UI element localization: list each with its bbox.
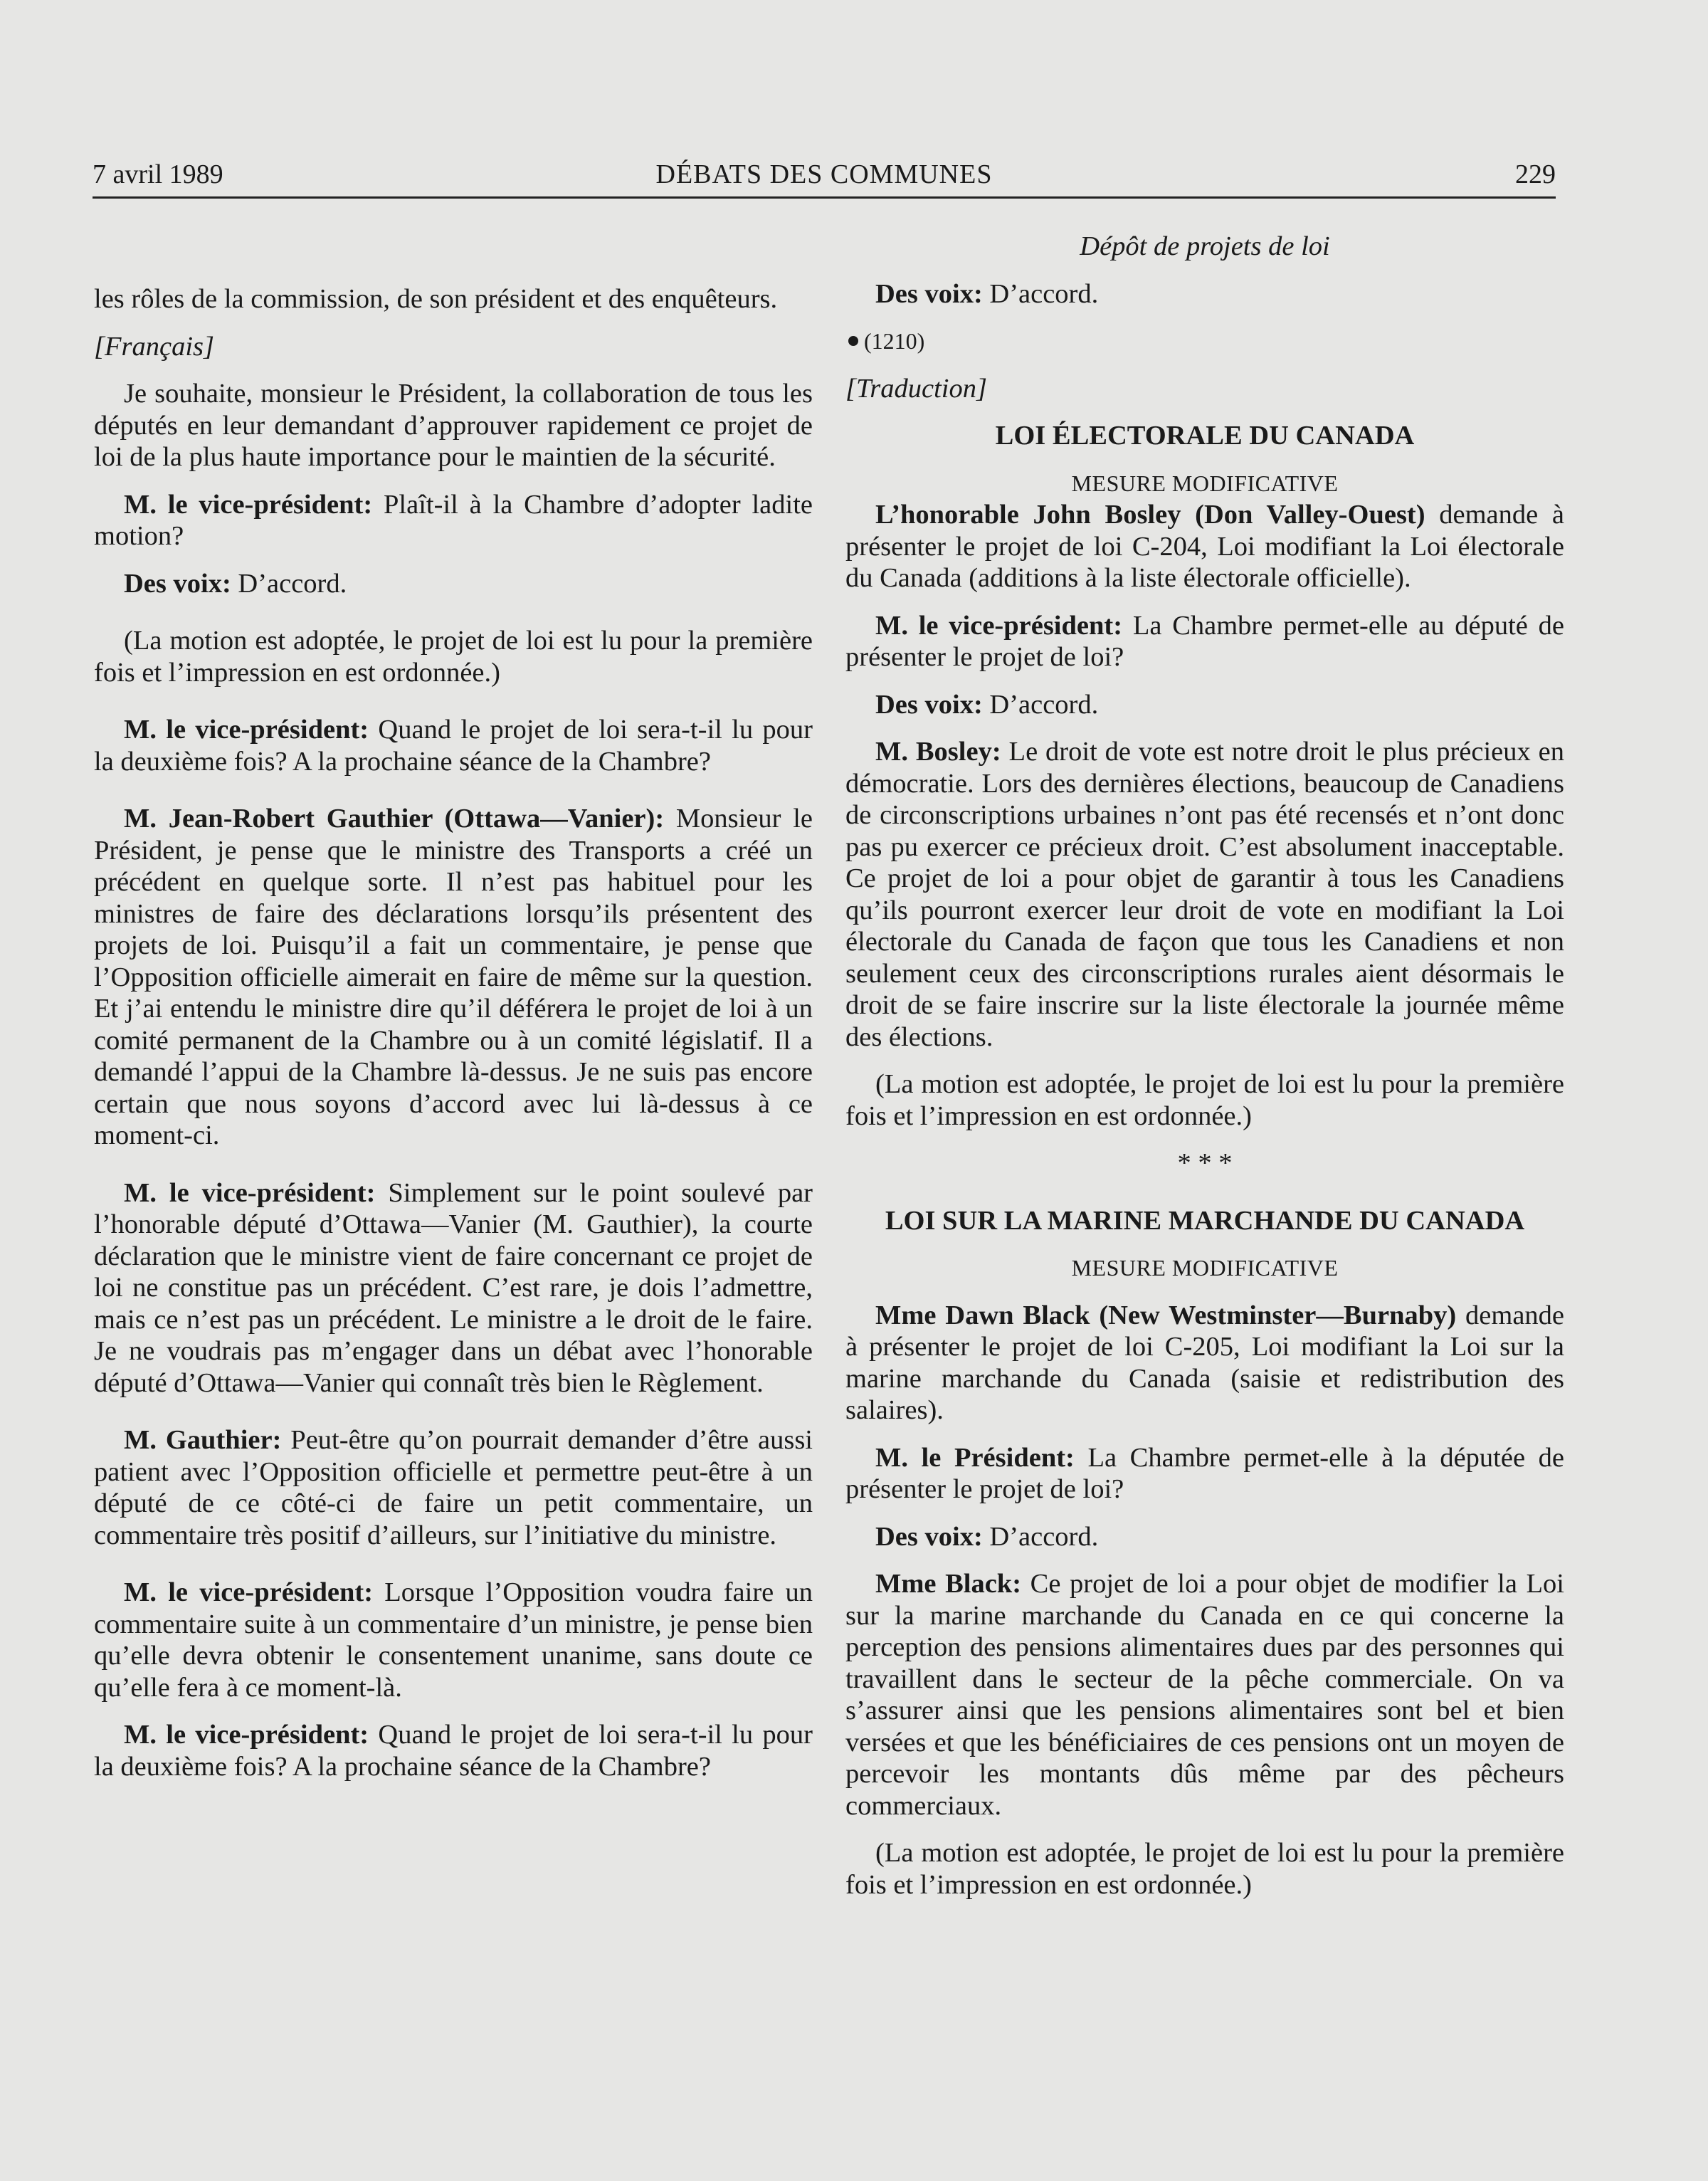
speaker-name: M. le vice-président: bbox=[124, 1577, 374, 1607]
speech bbox=[845, 499, 1564, 594]
section-heading: LOI ÉLECTORALE DU CANADA bbox=[995, 421, 1415, 451]
section-subheading: MESURE MODIFICATIVE bbox=[1071, 1255, 1339, 1281]
speaker-name: M. le Président: bbox=[875, 1442, 1075, 1473]
speaker-name: M. Bosley: bbox=[875, 737, 1001, 767]
speech-text: D’accord. bbox=[231, 568, 347, 599]
speech bbox=[94, 714, 813, 777]
speech-text: demande à présenter le projet de loi C-205, Loi modifiant la Loi sur la marine marchande du Canada (saisie et redistribution des salaires). bbox=[845, 1300, 1564, 1425]
speaker-name: M. le vice-président: bbox=[875, 610, 1123, 641]
subject-heading: Dépôt de projets de loi bbox=[1080, 231, 1330, 261]
left-column bbox=[94, 283, 813, 1782]
speaker-name: Des voix: bbox=[875, 689, 983, 720]
speaker-name: L’honorable John Bosley (Don Valley-Ouest) bbox=[875, 500, 1425, 530]
speaker-name: Des voix: bbox=[875, 278, 983, 309]
speaker-name: M. le vice-président: bbox=[124, 1720, 369, 1750]
speech-text: D’accord. bbox=[982, 278, 1099, 309]
speech-text: La Chambre permet-elle à la députée de présenter le projet de loi? bbox=[845, 1442, 1564, 1504]
speech bbox=[94, 1719, 813, 1782]
speech bbox=[94, 489, 813, 552]
speaker-name: M. Jean-Robert Gauthier (Ottawa—Vanier): bbox=[124, 804, 665, 834]
speaker-name: M. Gauthier: bbox=[124, 1425, 282, 1455]
speech bbox=[94, 803, 813, 1152]
speech bbox=[94, 1577, 813, 1703]
publication-title: DÉBATS DES COMMUNES bbox=[655, 159, 993, 189]
paragraph: Je souhaite, monsieur le Président, la collaboration de tous les députés en leur demandant d’approuver rapidement ce projet de loi de la plus haute importance pour le maintien de la sécurité. bbox=[94, 379, 813, 472]
speech-text: La Chambre permet-elle au député de présenter le projet de loi? bbox=[845, 610, 1564, 672]
speaker-name: Mme Dawn Black (New Westminster—Burnaby) bbox=[875, 1300, 1457, 1330]
language-marker: [Français] bbox=[94, 331, 214, 362]
speech-text: Peut-être qu’on pourrait demander d’être aussi patient avec l’Opposition officielle et permettre peut-être à un député de ce côté-ci de faire un petit commentaire, un commentaire très positif d’ailleurs, sur l’initiative du ministre. bbox=[94, 1425, 813, 1550]
speaker-name: Des voix: bbox=[124, 568, 231, 599]
speaker-name: Mme Black: bbox=[875, 1569, 1022, 1599]
speech bbox=[94, 568, 813, 600]
speech-text: Quand le projet de loi sera-t-il lu pour la deuxième fois? A la prochaine séance de la Chambre? bbox=[94, 715, 813, 777]
procedural-note: (La motion est adoptée, le projet de loi est lu pour la première fois et l’impression en est ordonnée.) bbox=[94, 626, 813, 688]
speech-text: D’accord. bbox=[982, 1521, 1099, 1552]
speech bbox=[845, 689, 1564, 721]
time-stamp bbox=[845, 325, 1564, 357]
speech bbox=[845, 610, 1564, 673]
speaker-name: M. le vice-président: bbox=[124, 1177, 376, 1208]
speech-text: Lorsque l’Opposition voudra faire un commentaire suite à un commentaire d’un ministre, je pense bien qu’elle devra obtenir le consentement unanime, sans doute ce qu’elle fera à ce moment-là. bbox=[94, 1577, 813, 1703]
paragraph: les rôles de la commission, de son président et des enquêteurs. bbox=[94, 284, 778, 314]
page-number: 229 bbox=[1515, 159, 1556, 189]
speaker-name: M. le vice-président: bbox=[124, 489, 373, 520]
speech-text: Le droit de vote est notre droit le plus précieux en démocratie. Lors des dernières élections, beaucoup de Canadiens de circonscriptions urbaines n’ont pas été recensés et n’ont donc pas pu exercer ce précieux droit. C’est absolument inacceptable. Ce projet de loi a pour objet de garantir à tous les Canadiens qu’ils pourront exercer leur droit de vote en modifiant la Loi électorale du Canada de façon que tous les Canadiens et non seulement ceux des circonscriptions rurales aient désormais le droit de se faire inscrire sur la liste électorale la journée même des élections. bbox=[845, 737, 1564, 1052]
speech bbox=[845, 736, 1564, 1053]
speech bbox=[845, 1568, 1564, 1822]
speech bbox=[94, 1424, 813, 1551]
speaker-name: M. le vice-président: bbox=[124, 715, 369, 745]
speech-text: Simplement sur le point soulevé par l’honorable député d’Ottawa—Vanier (M. Gauthier), la courte déclaration que le ministre vient de faire concernant ce projet de loi ne constitue pas un précédent. C’est rare, je dois l’admettre, mais ce n’est pas un précédent. Le ministre a le droit de le faire. Je ne voudrais pas m’engager dans un débat avec l’honorable député d’Ottawa—Vanier qui connaît très bien le Règlement. bbox=[94, 1177, 813, 1398]
speech bbox=[845, 1521, 1564, 1553]
speech bbox=[94, 1177, 813, 1399]
speech-text: demande à présenter le projet de loi C-204, Loi modifiant la Loi électorale du Canada (additions à la liste électorale officielle). bbox=[845, 500, 1564, 593]
speech-text: D’accord. bbox=[982, 689, 1099, 720]
procedural-note: (La motion est adoptée, le projet de loi est lu pour la première fois et l’impression en est ordonnée.) bbox=[845, 1838, 1564, 1900]
speech-text: Monsieur le Président, je pense que le ministre des Transports a créé un précédent en quelque sorte. Il n’est pas habituel pour les ministres de faire des déclarations lorsqu’ils présentent des projets de loi. Puisqu’il a fait un commentaire, je pense que l’Opposition officielle aimerait en faire de même sur la question. Et j’ai entendu le ministre dire qu’il déférera le projet de loi à un comité permanent de la Chambre ou à un comité législatif. Il a demandé l’appui de la Chambre là-dessus. Je ne suis pas encore certain que nous soyons d’accord avec lui là-dessus à ce moment-ci. bbox=[94, 804, 813, 1150]
speech-text: Ce projet de loi a pour objet de modifier la Loi sur la marine marchande du Canada en ce qui concerne la perception des pensions alimentaires dues par des personnes qui travaillent dans le secteur de la pêche commerciale. On va s’assurer ainsi que les pensions alimentaires sont bel et bien versées et que les bénéficiaires de ces pensions ont un moyen de percevoir les montants dûs même par des pêcheurs commerciaux. bbox=[845, 1569, 1564, 1821]
section-separator: * * * bbox=[1177, 1148, 1233, 1178]
speech-text: Plaît-il à la Chambre d’adopter ladite motion? bbox=[94, 489, 813, 551]
speech bbox=[845, 1300, 1564, 1426]
language-marker: [Traduction] bbox=[845, 373, 987, 404]
section-subheading: MESURE MODIFICATIVE bbox=[1071, 470, 1339, 496]
section-heading: LOI SUR LA MARINE MARCHANDE DU CANADA bbox=[885, 1205, 1525, 1236]
time-text: (1210) bbox=[864, 328, 925, 354]
speaker-name: Des voix: bbox=[875, 1521, 983, 1552]
procedural-note: (La motion est adoptée, le projet de loi est lu pour la première fois et l’impression en est ordonnée.) bbox=[845, 1069, 1564, 1131]
page-header bbox=[93, 157, 1556, 199]
bullet-icon bbox=[848, 336, 858, 346]
speech bbox=[845, 1442, 1564, 1505]
speech-text: Quand le projet de loi sera-t-il lu pour la deuxième fois? A la prochaine séance de la Chambre? bbox=[94, 1720, 813, 1782]
page-date: 7 avril 1989 bbox=[93, 159, 223, 189]
speech bbox=[845, 278, 1564, 310]
right-column bbox=[845, 231, 1564, 1901]
